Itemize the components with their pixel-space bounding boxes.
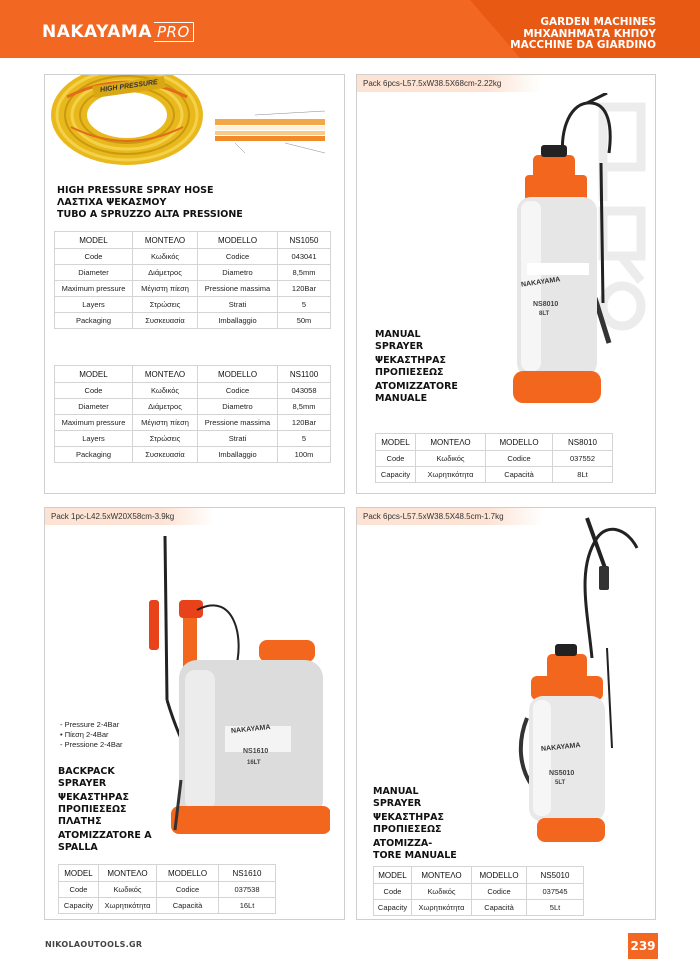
- table-row: [55, 447, 331, 463]
- category-it: MACCHINE DA GIARDINO: [510, 39, 656, 51]
- table-header-row: [374, 867, 584, 884]
- row-label-it: Codice: [472, 884, 527, 900]
- sprayer-label-brand: NAKAYAMA: [520, 276, 561, 289]
- row-label-it: Capacità: [486, 467, 553, 483]
- col-model-gr: ΜΟΝΤΕΛΟ: [416, 434, 486, 451]
- model-number: NS8010: [553, 434, 613, 451]
- sprayer-8l-image: [497, 93, 637, 411]
- backpack-title-gr-1: ΨΕΚΑΣΤΗΡΑΣ: [58, 792, 129, 803]
- hose-panel: [44, 74, 345, 494]
- table-row: [374, 884, 584, 900]
- backpack-title-it-2: SPALLA: [58, 842, 98, 853]
- backpack-title-gr-2: ΠΡΟΠΙΕΣΕΩΣ: [58, 804, 127, 815]
- table-row: [55, 297, 331, 313]
- row-value: 120Bar: [278, 415, 331, 431]
- row-label-gr: Στρώσεις: [133, 297, 198, 313]
- row-label-it: Codice: [157, 882, 219, 898]
- row-label-it: Capacità: [157, 898, 219, 914]
- pack-info: Pack 6pcs-L57.5xW38.5X68cm-2.22kg: [357, 75, 541, 92]
- table-row: [376, 451, 613, 467]
- row-label-gr: Χωρητικότητα: [99, 898, 157, 914]
- row-value: 5: [278, 297, 331, 313]
- col-model-it: MODELLO: [198, 232, 278, 249]
- table-row: [55, 249, 331, 265]
- hose-title-it: TUBO A SPRUZZO ALTA PRESSIONE: [57, 209, 243, 220]
- row-label-it: Imballaggio: [198, 447, 278, 463]
- backpack-sprayer-panel: [44, 507, 345, 920]
- backpack-label-brand: NAKAYAMA: [230, 723, 271, 736]
- row-value: 16Lt: [219, 898, 276, 914]
- manual-sprayer-5l-panel: [356, 507, 656, 920]
- sprayer-5l-image: [487, 508, 647, 843]
- hose-layers-diagram: [215, 109, 335, 159]
- manual5-spec-table: [373, 866, 584, 916]
- manual5-title: [373, 786, 457, 862]
- row-value: 5: [278, 431, 331, 447]
- pressure-it: - Pressione 2-4Bar: [60, 740, 123, 749]
- row-label-gr: Συσκευασία: [133, 313, 198, 329]
- manual8-title-gr-2: ΠΡΟΠΙΕΣΕΩΣ: [375, 367, 444, 378]
- table-row: [55, 281, 331, 297]
- hose-print: HIGH PRESSURE: [93, 76, 166, 98]
- sprayer-label-model: NS8010: [533, 301, 559, 308]
- manual5-title-gr-1: ΨΕΚΑΣΤΗΡΑΣ: [373, 812, 444, 823]
- manual5-title-en-2: SPRAYER: [373, 798, 422, 809]
- row-value: 043058: [278, 383, 331, 399]
- row-value: 037538: [219, 882, 276, 898]
- col-model-it: MODELLO: [472, 867, 527, 884]
- row-label-it: Diametro: [198, 265, 278, 281]
- row-label-en: Maximum pressure: [55, 281, 133, 297]
- row-label-it: Codice: [198, 383, 278, 399]
- footer-website: NIKOLAOUTOOLS.GR: [45, 940, 143, 949]
- model-number: NS1050: [278, 232, 331, 249]
- pressure-en: - Pressure 2-4Bar: [60, 720, 120, 729]
- row-label-gr: Κωδικός: [99, 882, 157, 898]
- hose-spec-table-ns1100: [54, 365, 331, 463]
- model-number: NS5010: [527, 867, 584, 884]
- row-label-gr: Κωδικός: [412, 884, 472, 900]
- category-en: GARDEN MACHINES: [540, 16, 656, 28]
- row-value: 043041: [278, 249, 331, 265]
- row-label-gr: Χωρητικότητα: [416, 467, 486, 483]
- table-row: [55, 265, 331, 281]
- table-header-row: [376, 434, 613, 451]
- col-model: MODEL: [374, 867, 412, 884]
- manual8-title-gr-1: ΨΕΚΑΣΤΗΡΑΣ: [375, 355, 446, 366]
- backpack-title-en-2: SPRAYER: [58, 778, 107, 789]
- table-row: [55, 383, 331, 399]
- row-label-en: Capacity: [376, 467, 416, 483]
- manual8-spec-table: [375, 433, 613, 483]
- col-model-gr: ΜΟΝΤΕΛΟ: [133, 232, 198, 249]
- row-value: 5Lt: [527, 900, 584, 916]
- row-label-gr: Κωδικός: [416, 451, 486, 467]
- row-value: 8,5mm: [278, 265, 331, 281]
- row-label-gr: Χωρητικότητα: [412, 900, 472, 916]
- table-row: [59, 882, 276, 898]
- manual8-title-it-2: MANUALE: [375, 393, 428, 404]
- row-label-en: Capacity: [59, 898, 99, 914]
- row-label-it: Diametro: [198, 399, 278, 415]
- backpack-spec-table: [58, 864, 276, 914]
- row-label-en: Layers: [55, 431, 133, 447]
- row-value: 037545: [527, 884, 584, 900]
- row-label-en: Code: [376, 451, 416, 467]
- row-label-it: Strati: [198, 431, 278, 447]
- col-model-it: MODELLO: [486, 434, 553, 451]
- row-label-it: Capacità: [472, 900, 527, 916]
- model-number: NS1100: [278, 366, 331, 383]
- sprayer5-label-capacity: 5LT: [555, 780, 566, 786]
- row-label-gr: Κωδικός: [133, 249, 198, 265]
- row-label-en: Maximum pressure: [55, 415, 133, 431]
- category-gr: ΜΗΧΑΝΗΜΑΤΑ ΚΗΠΟΥ: [523, 27, 656, 40]
- row-label-gr: Διάμετρος: [133, 265, 198, 281]
- sprayer5-label-brand: NAKAYAMA: [540, 741, 581, 754]
- row-value: 50m: [278, 313, 331, 329]
- hose-title-gr: ΛΑΣΤΙΧΑ ΨΕΚΑΣΜΟΥ: [57, 197, 167, 208]
- manual8-title: [375, 329, 458, 405]
- table-row: [374, 900, 584, 916]
- row-label-en: Packaging: [55, 313, 133, 329]
- pack-info: Pack 1pc-L42.5xW20X58cm-3.9kg: [45, 508, 214, 525]
- backpack-title-it-1: ATOMIZZATORE A: [58, 830, 152, 841]
- table-row: [55, 415, 331, 431]
- hose-title: [57, 185, 243, 221]
- row-label-it: Pressione massima: [198, 415, 278, 431]
- row-label-it: Imballaggio: [198, 313, 278, 329]
- brand-suffix: PRO: [154, 22, 194, 42]
- col-model: MODEL: [376, 434, 416, 451]
- table-row: [55, 313, 331, 329]
- row-label-en: Layers: [55, 297, 133, 313]
- table-row: [376, 467, 613, 483]
- table-row: [55, 431, 331, 447]
- manual8-title-en-2: SPRAYER: [375, 341, 424, 352]
- row-label-gr: Κωδικός: [133, 383, 198, 399]
- row-label-it: Strati: [198, 297, 278, 313]
- row-value: 8,5mm: [278, 399, 331, 415]
- col-model: MODEL: [55, 232, 133, 249]
- sprayer-label-capacity: 8LT: [539, 311, 550, 317]
- col-model: MODEL: [55, 366, 133, 383]
- table-row: [55, 399, 331, 415]
- pressure-specs: [60, 720, 123, 750]
- row-label-en: Code: [55, 249, 133, 265]
- row-label-en: Code: [55, 383, 133, 399]
- row-label-it: Codice: [198, 249, 278, 265]
- manual5-title-en-1: MANUAL: [373, 786, 419, 797]
- model-number: NS1610: [219, 865, 276, 882]
- brand-logo: [42, 22, 194, 42]
- row-label-en: Packaging: [55, 447, 133, 463]
- manual5-title-it-2: TORE MANUALE: [373, 850, 457, 861]
- brand-name: NAKAYAMA: [42, 22, 153, 42]
- row-label-gr: Στρώσεις: [133, 431, 198, 447]
- table-header-row: [55, 366, 331, 383]
- row-label-en: Diameter: [55, 399, 133, 415]
- row-value: 8Lt: [553, 467, 613, 483]
- row-label-it: Pressione massima: [198, 281, 278, 297]
- row-label-en: Diameter: [55, 265, 133, 281]
- col-model-gr: ΜΟΝΤΕΛΟ: [133, 366, 198, 383]
- col-model-gr: ΜΟΝΤΕΛΟ: [99, 865, 157, 882]
- row-value: 100m: [278, 447, 331, 463]
- table-header-row: [59, 865, 276, 882]
- hose-title-en: HIGH PRESSURE SPRAY HOSE: [57, 185, 214, 196]
- backpack-title-gr-3: ΠΛΑΤΗΣ: [58, 816, 102, 827]
- backpack-title: [58, 766, 152, 854]
- col-model-it: MODELLO: [157, 865, 219, 882]
- manual5-title-it-1: ATOMIZZA-: [373, 838, 433, 849]
- row-label-gr: Μέγιστη πίεση: [133, 415, 198, 431]
- row-label-gr: Μέγιστη πίεση: [133, 281, 198, 297]
- row-label-gr: Διάμετρος: [133, 399, 198, 415]
- row-label-en: Code: [59, 882, 99, 898]
- row-label-en: Capacity: [374, 900, 412, 916]
- manual-sprayer-8l-panel: [356, 74, 656, 494]
- backpack-label-capacity: 16LT: [247, 760, 261, 766]
- page-number: 239: [628, 933, 658, 959]
- hose-spec-table-ns1050: [54, 231, 331, 329]
- table-header-row: [55, 232, 331, 249]
- manual8-title-en-1: MANUAL: [375, 329, 421, 340]
- row-value: 037552: [553, 451, 613, 467]
- sprayer5-label-model: NS5010: [549, 770, 575, 777]
- row-value: 120Bar: [278, 281, 331, 297]
- backpack-title-en-1: BACKPACK: [58, 766, 115, 777]
- table-row: [59, 898, 276, 914]
- manual5-title-gr-2: ΠΡΟΠΙΕΣΕΩΣ: [373, 824, 442, 835]
- manual8-title-it-1: ATOMIZZATORE: [375, 381, 458, 392]
- row-label-en: Code: [374, 884, 412, 900]
- row-label-it: Codice: [486, 451, 553, 467]
- row-label-gr: Συσκευασία: [133, 447, 198, 463]
- backpack-label-model: NS1610: [243, 748, 269, 755]
- col-model-it: MODELLO: [198, 366, 278, 383]
- pack-info: Pack 6pcs-L57.5xW38.5X48.5cm-1.7kg: [357, 508, 544, 525]
- col-model-gr: ΜΟΝΤΕΛΟ: [412, 867, 472, 884]
- backpack-sprayer-image: [145, 530, 330, 838]
- col-model: MODEL: [59, 865, 99, 882]
- pressure-gr: • Πίεση 2-4Bar: [60, 730, 109, 739]
